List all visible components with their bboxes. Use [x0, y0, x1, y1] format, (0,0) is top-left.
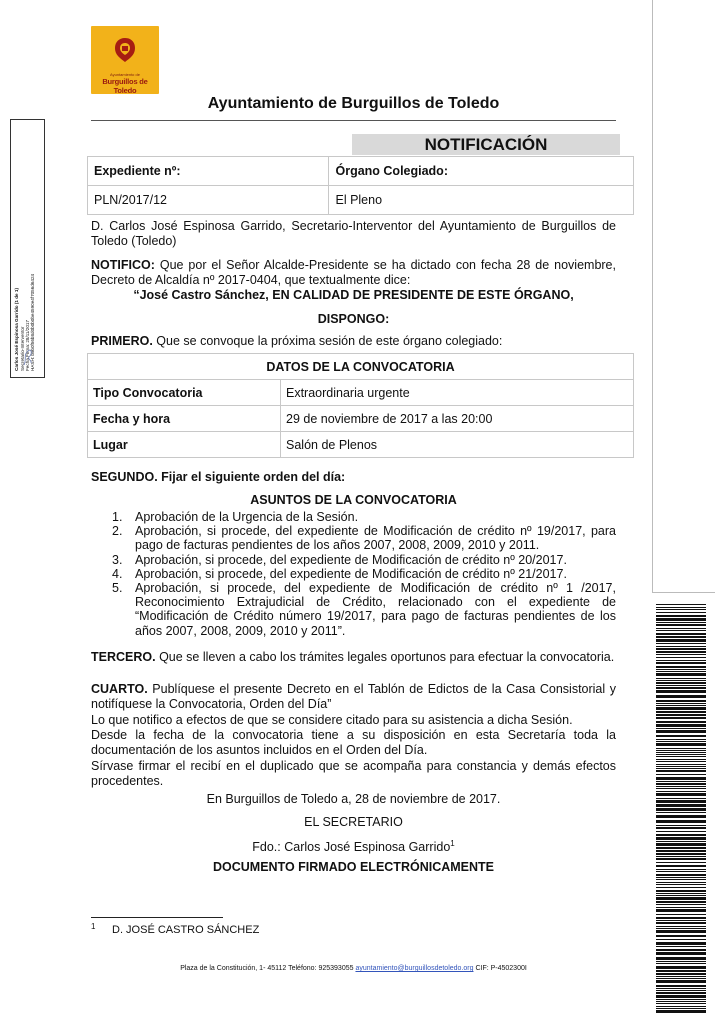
stamp-line4: HASH: b9b0f56b8d0b0b0be4590e4f7056d6424 — [30, 273, 35, 371]
stamp-line1: Carlos José Espinosa Garrido (1 de 1) — [14, 288, 19, 371]
stamp-line2: Secretario-Interventor — [20, 326, 25, 371]
tercero-paragraph — [91, 650, 616, 665]
signer-title: EL SECRETARIO — [304, 815, 403, 829]
notifico-label: NOTIFICO: — [91, 258, 155, 272]
cif-text: CIF: P-4502300I — [475, 965, 527, 972]
signer-line — [91, 837, 616, 855]
row-value: Extraordinaria urgente — [281, 380, 634, 406]
address-text: Plaza de la Constitución, 1- 45112 Teléfono: 925393055 — [180, 965, 354, 972]
organo-label: Órgano Colegiado: — [329, 157, 634, 186]
item-text: Aprobación de la Urgencia de la Sesión. — [135, 510, 359, 524]
place-date: En Burguillos de Toledo a, 28 de noviembre de 2017. — [206, 792, 501, 806]
footer-address — [91, 965, 616, 972]
item-text: Aprobación, si procede, del expediente de Modificación de crédito nº 20/2017. — [135, 552, 567, 567]
convocatoria-table — [87, 353, 634, 458]
cuarto-paragraph — [91, 682, 616, 711]
item-number: 4. — [112, 566, 123, 581]
expediente-label: Expediente nº: — [88, 157, 329, 186]
municipal-logo — [91, 26, 159, 94]
primero-label: PRIMERO. — [91, 334, 153, 348]
crest-icon — [111, 36, 139, 68]
dispongo-heading: DISPONGO: — [317, 312, 390, 326]
cuarto-label: CUARTO. — [91, 682, 148, 696]
item-number: 3. — [112, 552, 123, 567]
list-item — [112, 553, 616, 567]
signed-note: DOCUMENTO FIRMADO ELECTRÓNICAMENTE — [212, 860, 494, 874]
org-name: Ayuntamiento de Burguillos de Toledo — [207, 95, 500, 112]
organo-value: El Pleno — [329, 186, 634, 215]
cuarto-text: Publíquese el presente Decreto en el Tablón de Edictos de la Casa Consistorial y notifíquese la Convocatoria, Orden del Día” — [91, 682, 616, 711]
header-divider — [91, 120, 616, 121]
logo-line1: Ayuntamiento de — [110, 72, 140, 77]
table-row — [88, 354, 634, 380]
decree-quote: “José Castro Sánchez, EN CALIDAD DE PRESIDENTE DE ESTE ÓRGANO, — [133, 288, 574, 302]
footnote-ref: 1 — [450, 839, 455, 848]
row-key: Lugar — [88, 432, 281, 458]
list-item — [112, 567, 616, 581]
table-row — [88, 380, 634, 406]
primero-paragraph — [91, 334, 616, 349]
tercero-text: Que se lleven a cabo los trámites legales oportunos para efectuar la convocatoria. — [159, 650, 615, 664]
primero-text: Que se convoque la próxima sesión de este órgano colegiado: — [156, 334, 503, 348]
intro-paragraph: D. Carlos José Espinosa Garrido, Secretario-Interventor del Ayuntamiento de Burguillos de Toledo (Toledo) — [91, 219, 616, 248]
row-key: Fecha y hora — [88, 406, 281, 432]
barcode-icon — [656, 604, 706, 1014]
row-key: Tipo Convocatoria — [88, 380, 281, 406]
row-value: Salón de Plenos — [281, 432, 634, 458]
signature-stamp — [10, 119, 45, 378]
footnote-divider — [91, 917, 223, 918]
table-row — [88, 157, 634, 186]
closing-paragraph-2: Desde la fecha de la convocatoria tiene a su disposición en esta Secretaría toda la documentación de los asuntos incluidos en el Orden del Día. — [91, 728, 616, 757]
convocatoria-title: DATOS DE LA CONVOCATORIA — [88, 354, 634, 380]
signer-name: Fdo.: Carlos José Espinosa Garrido — [252, 840, 451, 855]
logo-line2: Burguillos de Toledo — [102, 77, 148, 95]
item-text: Aprobación, si procede, del expediente de Modificación de crédito nº 21/2017. — [135, 566, 567, 581]
item-number: 1. — [112, 510, 123, 524]
item-text: Aprobación, si procede, del expediente de Modificación de crédito nº 19/2017, para pago de facturas pendientes de los años 2007, 2008, 2009, 2010 y 2011. — [135, 524, 616, 553]
closing-paragraph-1: Lo que notifico a efectos de que se considere citado para su asistencia a dicha Sesión. — [91, 713, 573, 727]
item-number: 2. — [112, 524, 123, 539]
tercero-label: TERCERO. — [91, 650, 156, 664]
table-row — [88, 406, 634, 432]
agenda-list — [112, 510, 616, 638]
stamp-line3: Fecha Firma: 28/11/2017 — [25, 320, 30, 371]
expediente-table — [87, 156, 634, 215]
notifico-text: Que por el Señor Alcalde-Presidente se ha dictado con fecha 28 de noviembre, Decreto de Alcaldía nº 2017-0404, que textualmente dice: — [91, 258, 616, 287]
footnote-number: 1 — [91, 922, 96, 931]
table-row — [88, 432, 634, 458]
email-link[interactable]: ayuntamiento@burguillosdetoledo.org — [355, 965, 474, 972]
signature-scribble-icon — [21, 345, 35, 367]
list-item — [112, 524, 616, 552]
closing-paragraph-3: Sírvase firmar el recibí en el duplicado que se acompaña para constancia y demás efectos procedentes. — [91, 759, 616, 788]
list-item — [112, 581, 616, 638]
item-text: Aprobación, si procede, del expediente de Modificación de crédito nº 1 /2017, Reconocimiento Extrajudicial de Crédito, relacionado con el expediente de “Modificación de Crédito número 19/2017, para pago de facturas pendientes de los años 2007, 2008, 2009, 2010 y 2011”. — [135, 581, 616, 638]
item-number: 5. — [112, 581, 123, 596]
notifico-paragraph — [91, 258, 616, 287]
row-value: 29 de noviembre de 2017 a las 20:00 — [281, 406, 634, 432]
expediente-value: PLN/2017/12 — [88, 186, 329, 215]
footnote-text: D. JOSÉ CASTRO SÁNCHEZ — [112, 924, 260, 936]
list-item — [112, 510, 616, 524]
right-margin-frame — [652, 0, 715, 593]
table-row — [88, 186, 634, 215]
asuntos-heading: ASUNTOS DE LA CONVOCATORIA — [250, 493, 457, 507]
segundo-paragraph: SEGUNDO. Fijar el siguiente orden del día: — [91, 470, 346, 484]
document-title: NOTIFICACIÓN — [352, 134, 620, 155]
